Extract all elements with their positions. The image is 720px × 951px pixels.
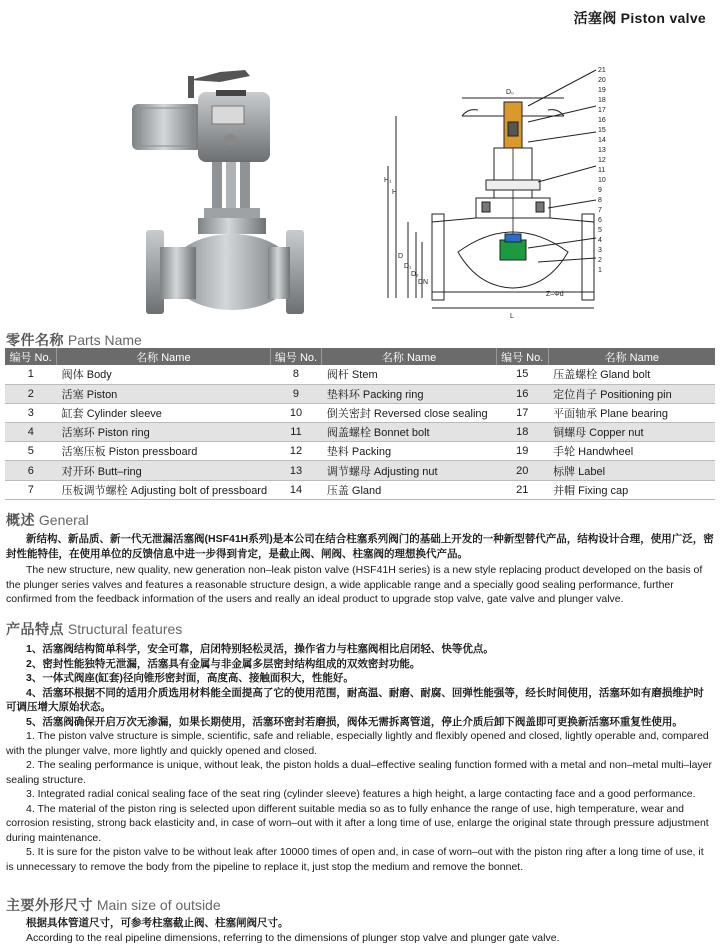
general-section-title: [6, 510, 89, 530]
drawing-part-label: 17: [598, 107, 606, 114]
feature-en-item: 3. Integrated radial conical sealing face of the seat ring (cylinder sleeve) features a high height, a large contacting face and a good performance.: [26, 788, 696, 800]
page-title: 活塞阀 Piston valve: [573, 10, 706, 26]
part-name: 对开环 Butt–ring: [57, 461, 270, 480]
part-no: 13: [270, 461, 322, 480]
features-section-title: [6, 619, 182, 639]
col-name: 名称 Name: [548, 348, 715, 365]
part-no: 3: [5, 403, 57, 422]
feature-cn-item: 4、活塞环根据不同的适用介质选用材料能全面提高了它的使用范围，耐高温、耐磨、耐腐、回弹性能强等，经长时间使用，活塞环如有磨损维护时可调压增大原始状态。: [6, 686, 704, 713]
part-name: 阀盖螺栓 Bonnet bolt: [322, 423, 496, 442]
part-name: 垫料环 Packing ring: [322, 384, 496, 403]
drawing-part-label: 21: [598, 67, 606, 74]
feature-en-item: 4. The material of the piston ring is selected upon different suitable media so as to fully enhance the range of use, high temperature, wear and corrosion resisting, strong back elasticity and, in case of worn–out with it after a long time of use, enlarge the original state through pressure adjustment during maintenance.: [6, 802, 709, 844]
part-name: 倒关密封 Reversed close sealing: [322, 403, 496, 422]
table-row: [5, 442, 715, 461]
table-row: [5, 423, 715, 442]
part-name: 调节螺母 Adjusting nut: [322, 461, 496, 480]
parts-section-title: [6, 330, 142, 350]
part-name: 定位肖子 Positioning pin: [548, 384, 715, 403]
size-title-cn: 主要外形尺寸: [6, 897, 93, 913]
part-name: 活塞 Piston: [57, 384, 270, 403]
dim-h: H: [392, 189, 398, 196]
drawing-part-label: 2: [598, 257, 602, 264]
feature-cn-item: 1、活塞阀结构简单科学，安全可靠，启闭特别轻松灵活，操作省力与柱塞阀相比启闭轻、快等优点。: [26, 643, 494, 655]
feature-cn-item: 2、密封性能独特无泄漏，活塞具有金属与非金属多层密封结构组成的双效密封功能。: [26, 657, 421, 670]
col-no: 编号 No.: [270, 348, 322, 365]
feature-en-item: 2. The sealing performance is unique, without leak, the piston holds a dual–effective sealing function formed with a metal and non–metal multi–layer sealing structure.: [6, 759, 713, 786]
dim-h1: H₁: [384, 177, 392, 184]
col-name: 名称 Name: [57, 348, 270, 365]
col-no: 编号 No.: [5, 348, 57, 365]
part-no: 7: [5, 480, 57, 499]
col-name: 名称 Name: [322, 348, 496, 365]
size-body: [6, 916, 714, 945]
feature-cn-item: 5、活塞阀确保开启万次无渗漏，如果长期使用，活塞环密封若磨损，阀体无需拆离管道，停止介质后卸下阀盖即可更换新活塞环重复性使用。: [26, 715, 683, 728]
general-body: [6, 532, 714, 607]
feature-en-item: 5. It is sure for the piston valve to be without leak after 10000 times of open and, in case of worn–out with the piston ring after a long time of use, it is unnecessary to remove the body from the pipeline to replace it, just stop the medium and remove the bonnet.: [6, 846, 704, 873]
size-cn-text: 根据具体管道尺寸，可参考柱塞截止阀、柱塞闸阀尺寸。: [26, 917, 289, 929]
part-no: 17: [496, 403, 548, 422]
part-name: 活塞环 Piston ring: [57, 423, 270, 442]
drawing-part-label: 14: [598, 137, 606, 144]
size-en-text: According to the real pipeline dimensions, referring to the dimensions of plunger stop valve and plunger gate valve.: [26, 931, 560, 944]
part-no: 16: [496, 384, 548, 403]
size-section-title: [6, 895, 221, 915]
table-row: [5, 384, 715, 403]
dim-d: D: [398, 253, 404, 260]
drawing-part-label: 9: [598, 187, 602, 194]
part-name: 平面轴承 Plane bearing: [548, 403, 715, 422]
dim-bolt: Z–Φd: [546, 291, 564, 298]
part-no: 2: [5, 384, 57, 403]
part-no: 19: [496, 442, 548, 461]
part-name: 压盖螺栓 Gland bolt: [548, 365, 715, 384]
part-name: 垫料 Packing: [322, 442, 496, 461]
part-name: 压板调节螺栓 Adjusting bolt of pressboard: [57, 480, 270, 499]
general-title-en: General: [38, 512, 89, 528]
part-name: 标牌 Label: [548, 461, 715, 480]
part-no: 4: [5, 423, 57, 442]
general-en-text: The new structure, new quality, new generation non–leak piston valve (HSF41H series) is a new style replacing product developed on the basis of the plunger series valves and features a reasonable structure design, a wide applicable range and a specially good sealing performance, further confirmed from the feedback information of the users and really an ideal product to upgrade stop valve, gate valve and plunger valve.: [6, 564, 703, 605]
part-no: 12: [270, 442, 322, 461]
parts-table-header: [5, 348, 715, 365]
part-no: 10: [270, 403, 322, 422]
part-name: 压盖 Gland: [322, 480, 496, 499]
col-no: 编号 No.: [496, 348, 548, 365]
dim-d0: D₀: [506, 89, 514, 96]
part-name: 并帽 Fixing cap: [548, 480, 715, 499]
drawing-part-label: 6: [598, 217, 602, 224]
dim-d1: D₁: [404, 263, 412, 270]
dim-l: L: [510, 313, 514, 320]
drawing-part-label: 18: [598, 97, 606, 104]
part-name: 阀体 Body: [57, 365, 270, 384]
features-title-cn: 产品特点: [6, 621, 64, 637]
drawing-part-label: 10: [598, 177, 606, 184]
valve-photo: [120, 62, 308, 320]
general-cn-text: 新结构、新品质、新一代无泄漏活塞阀(HSF41H系列)是本公司在结合柱塞系列阀门的基础上开发的一种新型替代产品，结构设计合理，使用广泛，密封性能特佳，在使用单位的反馈信息中进一步得到肯定，是截止阀、闸阀、柱塞阀的理想换代产品。: [6, 533, 714, 560]
table-row: [5, 480, 715, 499]
drawing-part-label: 19: [598, 87, 606, 94]
part-no: 5: [5, 442, 57, 461]
size-title-en: Main size of outside: [96, 897, 221, 913]
drawing-part-label: 15: [598, 127, 606, 134]
section-drawing: [378, 62, 610, 324]
part-no: 8: [270, 365, 322, 384]
part-no: 14: [270, 480, 322, 499]
drawing-part-label: 7: [598, 207, 602, 214]
part-name: 铜螺母 Copper nut: [548, 423, 715, 442]
dim-d2: D₂: [411, 271, 419, 278]
drawing-part-label: 3: [598, 247, 602, 254]
part-name: 活塞压板 Piston pressboard: [57, 442, 270, 461]
drawing-part-label: 5: [598, 227, 602, 234]
drawing-part-label: 12: [598, 157, 606, 164]
drawing-part-label: 20: [598, 77, 606, 84]
part-no: 9: [270, 384, 322, 403]
drawing-part-label: 8: [598, 197, 602, 204]
part-no: 18: [496, 423, 548, 442]
part-no: 20: [496, 461, 548, 480]
part-no: 1: [5, 365, 57, 384]
part-no: 15: [496, 365, 548, 384]
general-title-cn: 概述: [6, 512, 35, 528]
part-no: 6: [5, 461, 57, 480]
table-row: [5, 461, 715, 480]
dim-dn: DN: [418, 279, 429, 286]
drawing-part-label: 1: [598, 267, 602, 274]
drawing-part-label: 13: [598, 147, 606, 154]
parts-table: [5, 348, 715, 500]
features-title-en: Structural features: [67, 621, 183, 637]
drawing-part-label: 16: [598, 117, 606, 124]
features-body: [6, 642, 714, 874]
table-row: [5, 365, 715, 384]
table-row: [5, 403, 715, 422]
part-name: 缸套 Cylinder sleeve: [57, 403, 270, 422]
part-name: 手轮 Handwheel: [548, 442, 715, 461]
part-name: 阀杆 Stem: [322, 365, 496, 384]
parts-title-en: Parts Name: [67, 332, 142, 348]
drawing-part-label: 11: [598, 167, 606, 174]
feature-en-item: 1. The piston valve structure is simple, scientific, safe and reliable, especially lightly and flexibly opened and closed, lightly operable and, compared with the plunger valve, more lightly and quickly opened and closed.: [6, 730, 709, 757]
part-no: 11: [270, 423, 322, 442]
parts-title-cn: 零件名称: [6, 332, 64, 348]
part-no: 21: [496, 480, 548, 499]
drawing-part-label: 4: [598, 237, 602, 244]
feature-cn-item: 3、一体式阀座(缸套)径向锥形密封面，高度高、接触面积大，性能好。: [26, 672, 354, 684]
